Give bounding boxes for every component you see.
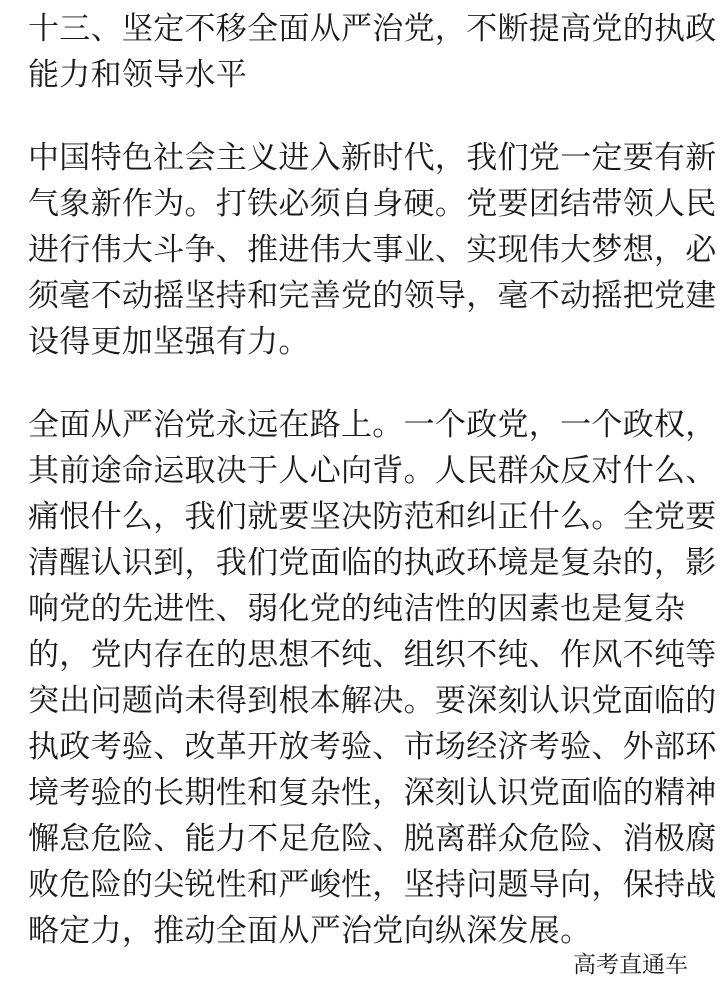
text-line: 的，党内存在的思想不纯、组织不纯、作风不纯等 [28,637,717,673]
text-line: 全面从严治党永远在路上。一个政党，一个政权， [28,407,717,443]
paragraph-new-era [28,135,717,365]
text-line: 懈怠危险、能力不足危险、脱离群众危险、消极腐 [28,821,717,857]
text-line: 设得更加坚强有力。 [28,324,310,360]
text-line: 痛恨什么，我们就要坚决防范和纠正什么。全党要 [28,499,717,535]
text-line: 进行伟大斗争、推进伟大事业、实现伟大梦想，必 [28,232,717,268]
text-line: 气象新作为。打铁必须自身硬。党要团结带领人民 [28,186,717,222]
text-line: 执政考验、改革开放考验、市场经济考验、外部环 [28,729,717,765]
text-line: 其前途命运取决于人心向背。人民群众反对什么、 [28,453,717,489]
text-line: 响党的先进性、弱化党的纯洁性的因素也是复杂 [28,591,686,627]
paragraph-strict-governance [28,402,717,954]
heading-line: 十三、坚定不移全面从严治党，不断提高党的执政 [28,11,717,47]
text-line: 败危险的尖锐性和严峻性，坚持问题导向，保持战 [28,867,717,903]
text-line: 境考验的长期性和复杂性，深刻认识党面临的精神 [28,775,717,811]
paragraph-gap [28,98,696,135]
section-heading [28,6,717,98]
text-line: 须毫不动摇坚持和完善党的领导，毫不动摇把党建 [28,278,717,314]
heading-line: 能力和领导水平 [28,57,248,93]
paragraph-gap [28,365,696,402]
text-line: 中国特色社会主义进入新时代，我们党一定要有新 [28,140,717,176]
watermark-label: 高考直通车 [567,949,694,981]
text-line: 清醒认识到，我们党面临的执政环境是复杂的，影 [28,545,717,581]
text-line: 略定力，推动全面从严治党向纵深发展。 [28,913,592,949]
text-line: 突出问题尚未得到根本解决。要深刻认识党面临的 [28,683,717,719]
article-body [28,6,717,954]
